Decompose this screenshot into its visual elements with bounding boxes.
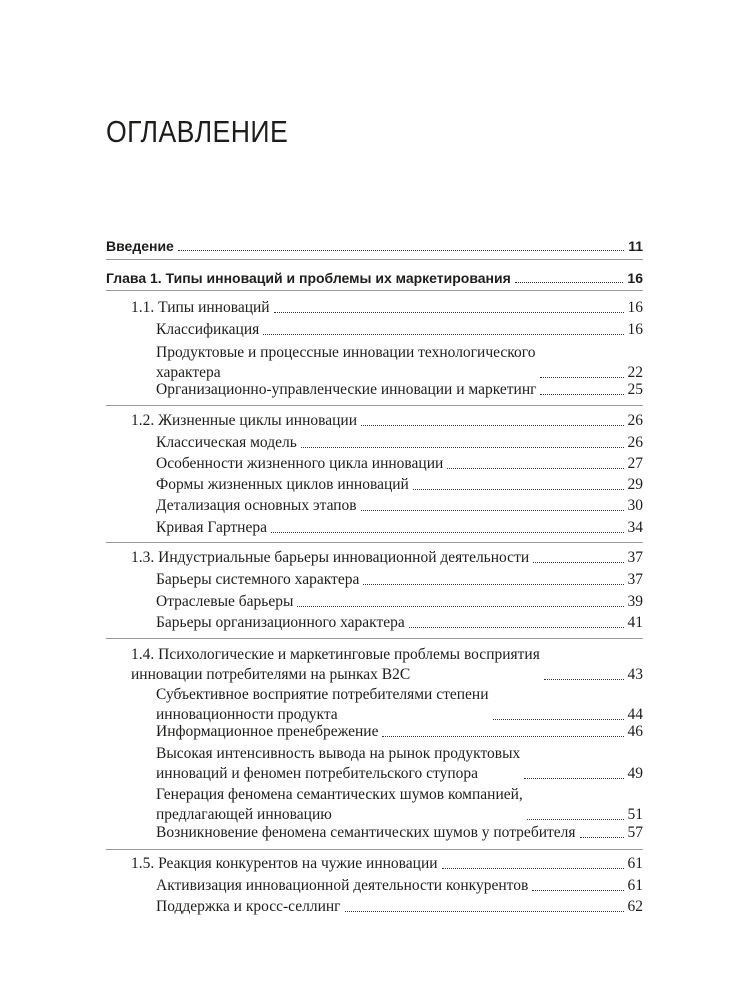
toc-entry-subsection[interactable] (156, 722, 643, 742)
dot-leader (263, 334, 623, 335)
toc-entry-label: Классическая модель (156, 434, 297, 451)
dot-leader (297, 606, 623, 607)
toc-entry-page: 46 (627, 723, 643, 740)
toc-entry-label: Кривая Гартнера (156, 519, 267, 536)
toc-entry-page: 61 (627, 855, 643, 872)
divider (106, 259, 643, 260)
toc-entry-subsection[interactable] (156, 570, 643, 590)
dot-leader (361, 425, 623, 426)
divider (106, 542, 643, 543)
toc-entry-label: Информационное пренебрежение (156, 723, 379, 740)
toc-entry-page: 27 (627, 455, 643, 472)
toc-entry-subsection[interactable] (156, 823, 643, 843)
dot-leader (524, 778, 623, 779)
toc-entry-page: 37 (627, 571, 643, 588)
dot-leader (274, 312, 624, 313)
divider (106, 849, 643, 850)
toc-entry-label: Классификация (156, 321, 260, 338)
toc-entry-label: Введение (106, 238, 174, 254)
toc-entry-page: 51 (627, 806, 643, 823)
toc-entry-label: 1.2. Жизненные циклы инновации (131, 412, 358, 429)
toc-entry-page: 11 (628, 238, 643, 254)
toc-entry-label: Барьеры организационного характера (156, 614, 405, 631)
toc-entry-subsection[interactable] (156, 744, 643, 784)
toc-entry-subsection[interactable] (156, 876, 643, 896)
toc-entry-label: 1.4. Психологические и маркетинговые проблемы восприятия инновации потребителями на рынках B2C (131, 646, 540, 683)
toc-entry-section-1-4[interactable] (131, 645, 643, 685)
toc-entry-subsection[interactable] (156, 454, 643, 474)
toc-entry-page: 16 (627, 299, 643, 316)
toc-entry-label: 1.1. Типы инноваций (131, 299, 270, 316)
toc-entry-label: Продуктовые и процессные инновации технологического характера (156, 344, 536, 381)
page-title: ОГЛАВЛЕНИЕ (106, 114, 289, 149)
toc-entry-page: 16 (627, 321, 643, 338)
dot-leader (533, 562, 623, 563)
dot-leader (532, 890, 623, 891)
toc-entry-label: Поддержка и кросс-селлинг (156, 898, 341, 915)
dot-leader (271, 532, 624, 533)
toc-entry-section-1-1[interactable] (131, 298, 643, 318)
toc-entry-page: 29 (627, 476, 643, 493)
toc-entry-subsection[interactable] (156, 343, 643, 383)
toc-entry-page: 34 (627, 519, 643, 536)
toc-entry-introduction[interactable] (106, 236, 643, 256)
toc-entry-label: 1.5. Реакция конкурентов на чужие инновации (131, 855, 438, 872)
toc-entry-page: 26 (627, 434, 643, 451)
toc-entry-page: 62 (627, 898, 643, 915)
toc-entry-label: Высокая интенсивность вывода на рынок продуктовых инноваций и феномен потребительского ступора (156, 745, 521, 782)
toc-entry-label: Детализация основных этапов (156, 497, 357, 514)
toc-entry-subsection[interactable] (156, 320, 643, 340)
dot-leader (540, 377, 624, 378)
divider (106, 638, 643, 639)
divider (106, 405, 643, 406)
toc-entry-page: 43 (627, 666, 643, 683)
toc-entry-chapter-1[interactable] (106, 268, 643, 288)
dot-leader (361, 510, 624, 511)
toc-entry-section-1-2[interactable] (131, 411, 643, 431)
toc-entry-page: 57 (627, 824, 643, 841)
toc-entry-label: Барьеры системного характера (156, 571, 360, 588)
dot-leader (544, 679, 624, 680)
toc-entry-subsection[interactable] (156, 518, 643, 538)
toc-entry-label: Активизация инновационной деятельности конкурентов (156, 877, 529, 894)
toc-entry-label: Организационно-управленческие инновации и маркетинг (156, 381, 537, 398)
toc-entry-subsection[interactable] (156, 785, 643, 825)
toc-entry-label: Глава 1. Типы инноваций и проблемы их маркетирования (106, 270, 511, 286)
toc-entry-page: 25 (627, 381, 643, 398)
dot-leader (413, 489, 624, 490)
toc-entry-label: 1.3. Индустриальные барьеры инновационной деятельности (131, 549, 530, 566)
dot-leader (409, 627, 624, 628)
toc-entry-subsection[interactable] (156, 475, 643, 495)
toc-entry-page: 49 (627, 765, 643, 782)
toc-entry-subsection[interactable] (156, 496, 643, 516)
dot-leader (540, 394, 623, 395)
toc-entry-section-1-3[interactable] (131, 548, 643, 568)
dot-leader (301, 447, 624, 448)
dot-leader (345, 911, 624, 912)
toc-entry-label: Формы жизненных циклов инноваций (156, 476, 409, 493)
dot-leader (515, 282, 624, 283)
toc-entry-label: Особенности жизненного цикла инновации (156, 455, 444, 472)
dot-leader (442, 868, 624, 869)
toc-entry-label: Отраслевые барьеры (156, 593, 294, 610)
dot-leader (580, 837, 624, 838)
toc-entry-label: Субъективное восприятие потребителями степени инновационности продукта (156, 686, 489, 723)
toc-entry-label: Возникновение феномена семантических шумов у потребителя (156, 824, 576, 841)
toc-entry-section-1-5[interactable] (131, 854, 643, 874)
toc-entry-subsection[interactable] (156, 897, 643, 917)
divider (106, 290, 643, 291)
toc-entry-page: 22 (627, 364, 643, 381)
toc-entry-subsection[interactable] (156, 685, 643, 725)
dot-leader (382, 736, 623, 737)
toc-entry-subsection[interactable] (156, 380, 643, 400)
toc-entry-page: 26 (627, 412, 643, 429)
toc-entry-page: 39 (627, 593, 643, 610)
toc-entry-subsection[interactable] (156, 592, 643, 612)
dot-leader (178, 250, 624, 251)
toc-entry-subsection[interactable] (156, 433, 643, 453)
dot-leader (493, 719, 624, 720)
toc-entry-page: 16 (627, 270, 643, 286)
toc-entry-page: 44 (627, 706, 643, 723)
dot-leader (527, 819, 624, 820)
toc-entry-page: 30 (627, 497, 643, 514)
toc-entry-subsection[interactable] (156, 613, 643, 633)
dot-leader (447, 468, 623, 469)
dot-leader (363, 584, 623, 585)
toc-entry-page: 41 (627, 614, 643, 631)
toc-entry-page: 61 (627, 877, 643, 894)
toc-entry-page: 37 (627, 549, 643, 566)
toc-entry-label: Генерация феномена семантических шумов компанией, предлагающей инновацию (156, 786, 523, 823)
